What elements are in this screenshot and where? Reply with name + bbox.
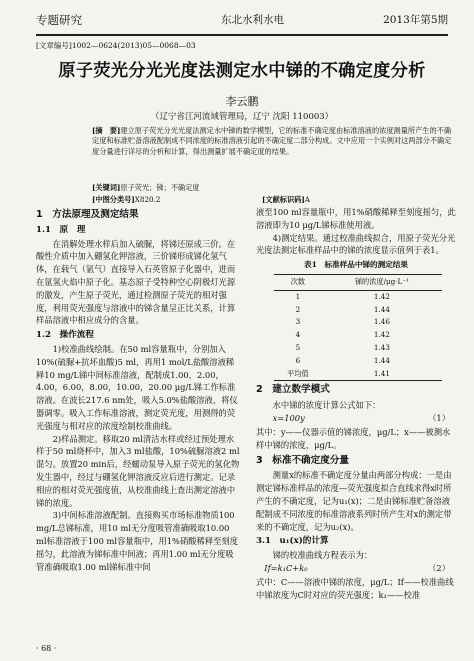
right-column (256, 206, 456, 602)
section-label: 专题研究 (36, 13, 82, 27)
result-paragraph: 4)测定结果。通过校准曲线拟合，用原子荧光分光光度法测定标准样品中的锑的浓度显示值列于表1。 (256, 232, 456, 256)
calibration-paragraph: 1)校准曲线绘制。在50 ml容量瓶中，分别加入10%(硫脲+抗坏血酸)5 ml，再用1 mol/L盐酸溶液稀释10 mg/L锑中间标准溶液，配制成1.00，2.00，4.00，6.00，8.00，10.00，20.00 μg/L锑工作标准溶液。在波长217.6 nm处，吸入5.0%盐酸溶液，将仪器调零。吸入工作标准溶液，测定荧光度，用测得的荧光强度与相对应的浓度绘制校准曲线。 (36, 343, 238, 431)
keywords-label: [关键词] (92, 183, 121, 192)
section-3-1-heading: 3.1 u₁(x)的计算 (256, 536, 329, 547)
page-number: · 68 · (36, 644, 57, 653)
table-cell: 1.46 (373, 317, 390, 327)
equation-1 (256, 412, 456, 426)
left-column (36, 206, 241, 573)
abstract-text: 建立原子荧光分光光度法测定水中锑的数学模型，它的标准不确定度由标准溶液的浓度测量所产生的不确定度和标准贮备溶液配制成不同浓度的标准溶液引起的不确定度二部分构成。文中应用一个实例对这两部分不确定度分量进行详尽的分析和计算，得出测量扩展不确定度的结果。 (92, 126, 452, 156)
uncertainty-paragraph: 测量x的标准不确定度分量由两部分构成：一是由测定锑标准样品的浓度—荧光强度拟合直线求得x时所产生的不确定度，记为u₁(x)；二是由锑标准贮备溶液配制成不同浓度的标准溶液系列时所产生对x的测定带来的不确定度，记为u₂(x)。 (256, 470, 452, 532)
table-cell: 1.44 (373, 304, 390, 314)
author: 李云鹏 (225, 95, 259, 108)
section-3-heading: 3 标准不确定度分量 (256, 454, 350, 466)
table-cell: 1.43 (373, 342, 390, 352)
table-row (274, 290, 442, 303)
section-1-2-heading: 1.2 操作流程 (36, 330, 94, 341)
issue-label: 2013年第5期 (383, 14, 448, 26)
table-cell: 1 (295, 291, 301, 301)
table-caption: 表1 标准样品中锑的测定结果 (303, 260, 408, 270)
journal-name: 东北水利水电 (221, 14, 284, 26)
abstract-label: [摘 要] (92, 126, 121, 135)
table-cell: 2 (295, 304, 301, 314)
table-row (274, 316, 442, 329)
table-cell: 5 (295, 342, 301, 352)
table-cell: 4 (295, 330, 301, 340)
section-2-heading: 2 建立数学模式 (256, 384, 330, 396)
clc-label: [中图分类号] (92, 195, 135, 204)
section-1-heading: 1 方法原理及测定结果 (36, 209, 139, 220)
table-row (274, 342, 442, 355)
table-header: 锑的浓度/μg·L⁻¹ (322, 274, 442, 290)
table-row (274, 329, 442, 342)
table-cell: 6 (295, 355, 301, 365)
equation-2-text: If=k₁C+k₀ (264, 562, 308, 573)
equation-2-number: （2） (428, 562, 450, 573)
table-cell: 平均值 (274, 368, 322, 381)
formula-intro: 水中锑的浓度计算公式如下： (272, 400, 381, 411)
keywords-text: 原子荧光；锑；不确定度 (120, 183, 200, 192)
equation-1-number: （1） (428, 412, 450, 423)
clc-text: X820.2 (134, 195, 161, 204)
table-cell: 1.42 (373, 330, 390, 340)
table-header: 次数 (274, 274, 322, 290)
continued-paragraph: 液至100 ml容量瓶中，用1%硝酸稀释至刻度摇匀，此溶液即为10 μg/L锑标准使用液。 (256, 207, 456, 230)
curve-intro: 锑的校准曲线方程表示为： (272, 550, 373, 561)
paper-meta (92, 182, 452, 206)
doc-code-label: [文献标识码] (262, 195, 305, 204)
article-number: [文章编号]1002—0624(2013)05—0068—03 (36, 41, 196, 50)
running-header (36, 8, 448, 36)
equation-1-text: x=100y (272, 412, 305, 423)
variable-definition: 其中：y——仪器示值的锑浓度，μg/L；x——被测水样中锑的浓度，μg/L。 (256, 426, 451, 450)
doc-code-text: A (304, 195, 310, 204)
results-table (274, 274, 442, 381)
table-row (274, 304, 442, 317)
table-cell: 1.42 (373, 291, 390, 301)
equation-2 (256, 562, 456, 576)
table-row (274, 355, 442, 368)
principle-paragraph: 在消解处理水样后加入硫脲，将锑还原成三价。在酸性介质中加入硼氢化钾溶液，三价锑形成锑化氢气体，在载气（氩气）直接导入石英管原子化器中，进而在氩氢火焰中原子化。基态原子受特种空心阴极灯光源的激发，产生原子荧光，通过检测原子荧光的相对强度，利用荧光强度与溶液中的锑含量呈正比关系，计算样品溶液中相应成分的含量。 (36, 238, 236, 326)
equation-2-definition: 式中：C——溶液中锑的浓度，μg/L；If——校准曲线中锑浓度为C时对应的荧光强度；k₁——校准 (256, 576, 454, 600)
section-1-1-heading: 1.1 原 理 (36, 224, 86, 235)
affiliation: （辽宁省江河流域管理局，辽宁 沈阳 110003） (150, 112, 334, 122)
abstract (92, 126, 452, 157)
table-cell: 3 (295, 317, 301, 327)
table-row (274, 368, 442, 381)
sample-paragraph: 2)样品测定。移取20 ml清洁水样或经过预处理水样于50 ml烧杯中，加入3 ml盐酸，10%硫脲溶液2 ml混匀。放置20 min后，经蠕动泵导入原子荧光的氢化物发生器中，经过与硼氢化钾溶液反应后进行测定。记录相应的相对荧光强度值，从校准曲线上查出测定溶液中锑的浓度。 (36, 433, 240, 508)
table-cell: 1.41 (322, 368, 442, 381)
standard-solution-paragraph: 3)中间标准溶液配制。直接购买市场标准物质100 mg/L总锑标准，用10 ml无分度吸管准确吸取10.00 ml标准溶液于100 ml容量瓶中，用1%硝酸稀释至刻度摇匀，此溶液为锑标准中间液；再用1.00 ml无分度吸管准确吸取1.00 ml锑标准中间 (36, 510, 239, 572)
table-cell: 1.44 (373, 355, 390, 365)
paper-title: 原子荧光分光光度法测定水中锑的不确定度分析 (58, 61, 426, 81)
